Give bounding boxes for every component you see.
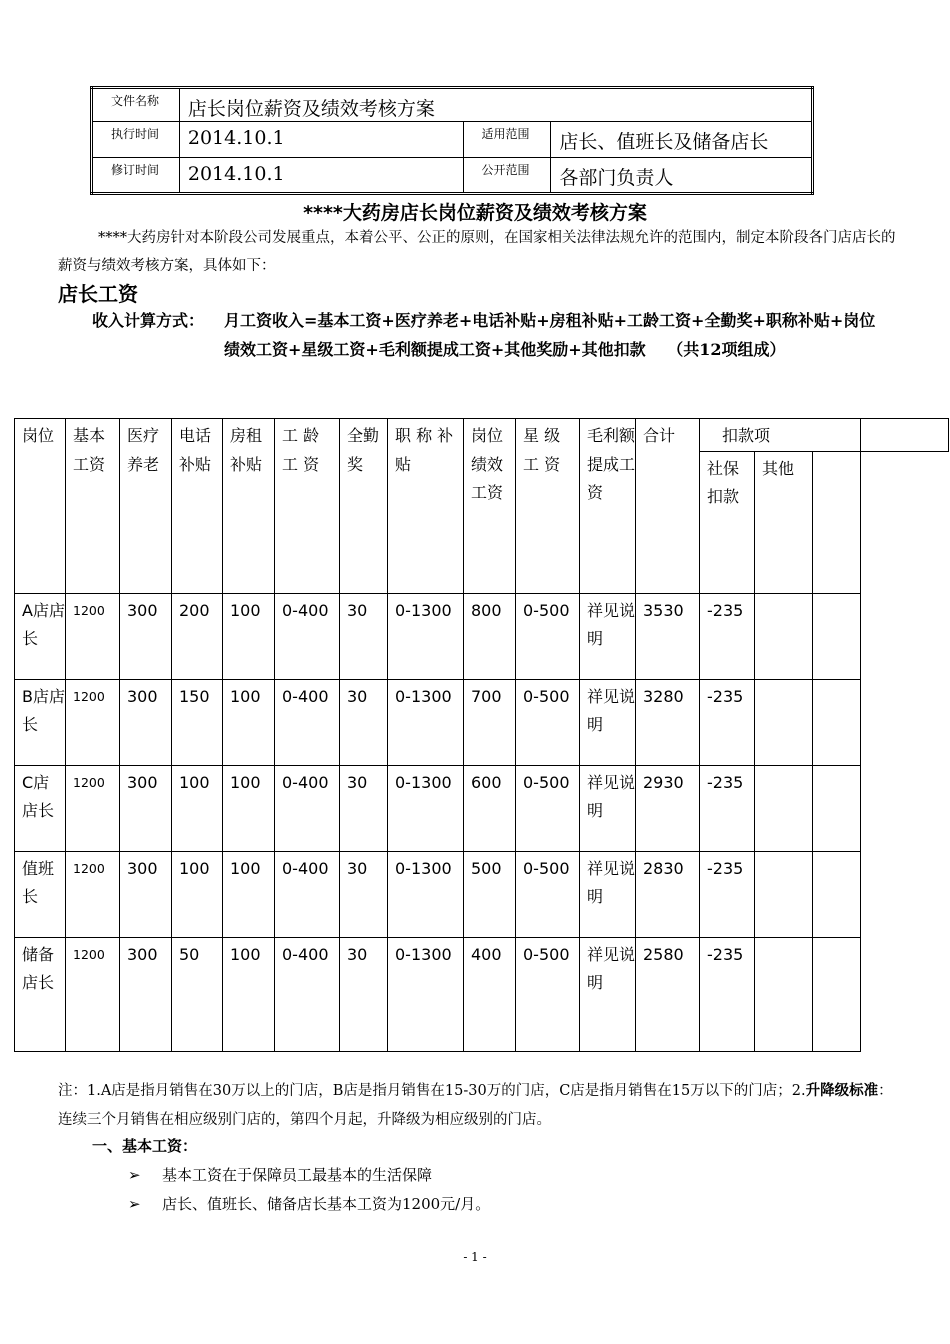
scope-label: 适用范围 [463, 122, 551, 158]
cell-perf: 400 [464, 937, 516, 1051]
cell-other [755, 765, 813, 851]
cell-title-allow: 0-1300 [388, 593, 464, 679]
document-info-box [90, 86, 814, 195]
bullet-item: ➢ 基本工资在于保障员工最基本的生活保障 [128, 1166, 433, 1184]
cell-attendance: 30 [340, 937, 388, 1051]
cell-phone: 200 [172, 593, 223, 679]
cell-star: 0-500 [516, 593, 580, 679]
cell-social: -235 [700, 765, 755, 851]
cell-blank [813, 851, 861, 937]
cell-perf: 600 [464, 765, 516, 851]
page-number: - 1 - [463, 1250, 487, 1264]
cell-margin: 祥见说明 [580, 765, 636, 851]
cell-medical: 300 [120, 765, 172, 851]
cell-social: -235 [700, 679, 755, 765]
cell-position: C店店长 [15, 765, 66, 851]
cell-title-allow: 0-1300 [388, 851, 464, 937]
section-heading-wage: 店长工资 [58, 282, 138, 306]
cell-phone: 150 [172, 679, 223, 765]
cell-attendance: 30 [340, 851, 388, 937]
table-note: 注：1.A店是指月销售在30万以上的门店，B店是指月销售在15-30万的门店，C店是指月销售在15万以下的门店；2.升降级标准：连续三个月销售在相应级别门店的，第四个月起，升降级为相应级别的门店。 [58, 1083, 893, 1128]
table-row [15, 851, 949, 937]
cell-margin: 祥见说明 [580, 679, 636, 765]
salary-table [14, 418, 949, 1052]
cell-social: -235 [700, 937, 755, 1051]
exec-time-value: 2014.10.1 [179, 122, 463, 158]
cell-phone: 100 [172, 765, 223, 851]
cell-seniority: 0-400 [275, 937, 340, 1051]
header-seniority: 工 龄 工 资 [275, 419, 340, 594]
header-phone-allowance: 电话补贴 [172, 419, 223, 594]
header-performance: 岗位绩效工资 [464, 419, 516, 594]
header-medical: 医疗养老 [120, 419, 172, 594]
cell-seniority: 0-400 [275, 679, 340, 765]
cell-seniority: 0-400 [275, 765, 340, 851]
cell-medical: 300 [120, 851, 172, 937]
cell-basic: 1200 [66, 593, 120, 679]
header-rent-allowance: 房租补贴 [223, 419, 275, 594]
cell-star: 0-500 [516, 765, 580, 851]
table-row [15, 679, 949, 765]
cell-medical: 300 [120, 593, 172, 679]
cell-medical: 300 [120, 937, 172, 1051]
cell-basic: 1200 [66, 765, 120, 851]
header-blank [813, 451, 861, 593]
header-total: 合计 [636, 419, 700, 594]
cell-margin: 祥见说明 [580, 593, 636, 679]
cell-social: -235 [700, 851, 755, 937]
cell-blank [813, 679, 861, 765]
header-other: 其他 [755, 451, 813, 593]
cell-star: 0-500 [516, 937, 580, 1051]
header-title-allowance: 职 称 补 贴 [388, 419, 464, 594]
header-margin-commission: 毛利额提成工资 [580, 419, 636, 594]
cell-rent: 100 [223, 679, 275, 765]
public-scope-label: 公开范围 [463, 158, 551, 194]
calc-method-label: 收入计算方式： [92, 311, 205, 330]
cell-rent: 100 [223, 765, 275, 851]
cell-title-allow: 0-1300 [388, 765, 464, 851]
cell-basic: 1200 [66, 937, 120, 1051]
cell-rent: 100 [223, 937, 275, 1051]
cell-other [755, 937, 813, 1051]
header-attendance: 全勤奖 [340, 419, 388, 594]
table-row [15, 937, 949, 1051]
cell-attendance: 30 [340, 679, 388, 765]
calc-method-text: 月工资收入=基本工资+医疗养老+电话补贴+房租补贴+工龄工资+全勤奖+职称补贴+岗位绩效工资+星级工资+毛利额提成工资+其他奖励+其他扣款 （共12项组成） [224, 311, 876, 359]
cell-position: 储备店长 [15, 937, 66, 1051]
cell-title-allow: 0-1300 [388, 679, 464, 765]
cell-basic: 1200 [66, 851, 120, 937]
cell-title-allow: 0-1300 [388, 937, 464, 1051]
header-position: 岗位 [15, 419, 66, 594]
header-extra-cell [861, 419, 949, 452]
cell-position: 值班长 [15, 851, 66, 937]
cell-seniority: 0-400 [275, 593, 340, 679]
cell-attendance: 30 [340, 765, 388, 851]
cell-rent: 100 [223, 851, 275, 937]
cell-position: B店店长 [15, 679, 66, 765]
header-deductions: 扣款项 [700, 419, 861, 452]
cell-star: 0-500 [516, 851, 580, 937]
table-row [15, 765, 949, 851]
file-name-label: 文件名称 [92, 88, 180, 122]
document-title: ****大药房店长岗位薪资及绩效考核方案 [303, 202, 647, 224]
cell-total: 2830 [636, 851, 700, 937]
public-scope-value: 各部门负责人 [551, 158, 813, 194]
section-heading-basic-wage: 一、基本工资： [92, 1137, 198, 1155]
cell-other [755, 679, 813, 765]
file-name-value: 店长岗位薪资及绩效考核方案 [179, 88, 812, 122]
arrow-bullet-icon: ➢ [128, 1195, 141, 1213]
header-basic-wage: 基本工资 [66, 419, 120, 594]
table-row [15, 593, 949, 679]
header-social-insurance: 社保扣款 [700, 451, 755, 593]
cell-blank [813, 765, 861, 851]
cell-other [755, 851, 813, 937]
bullet-item: ➢ 店长、值班长、储备店长基本工资为1200元/月。 [128, 1195, 491, 1213]
cell-basic: 1200 [66, 679, 120, 765]
cell-blank [813, 593, 861, 679]
cell-star: 0-500 [516, 679, 580, 765]
cell-phone: 100 [172, 851, 223, 937]
cell-perf: 700 [464, 679, 516, 765]
revise-time-label: 修订时间 [92, 158, 180, 194]
cell-margin: 祥见说明 [580, 851, 636, 937]
cell-total: 3530 [636, 593, 700, 679]
exec-time-label: 执行时间 [92, 122, 180, 158]
cell-total: 2580 [636, 937, 700, 1051]
cell-perf: 500 [464, 851, 516, 937]
cell-other [755, 593, 813, 679]
cell-total: 3280 [636, 679, 700, 765]
arrow-bullet-icon: ➢ [128, 1166, 141, 1184]
upgrade-standard-label: 升降级标准 [805, 1083, 879, 1099]
table-header-row [15, 419, 949, 452]
cell-medical: 300 [120, 679, 172, 765]
intro-paragraph: ****大药房针对本阶段公司发展重点，本着公平、公正的原则，在国家相关法律法规允许的范围内，制定本阶段各门店店长的薪资与绩效考核方案，具体如下： [58, 230, 896, 274]
revise-time-value: 2014.10.1 [179, 158, 463, 194]
scope-value: 店长、值班长及储备店长 [551, 122, 813, 158]
cell-attendance: 30 [340, 593, 388, 679]
cell-blank [813, 937, 861, 1051]
cell-margin: 祥见说明 [580, 937, 636, 1051]
cell-rent: 100 [223, 593, 275, 679]
cell-seniority: 0-400 [275, 851, 340, 937]
cell-social: -235 [700, 593, 755, 679]
cell-position: A店店长 [15, 593, 66, 679]
header-star-wage: 星 级 工 资 [516, 419, 580, 594]
cell-perf: 800 [464, 593, 516, 679]
cell-phone: 50 [172, 937, 223, 1051]
cell-total: 2930 [636, 765, 700, 851]
